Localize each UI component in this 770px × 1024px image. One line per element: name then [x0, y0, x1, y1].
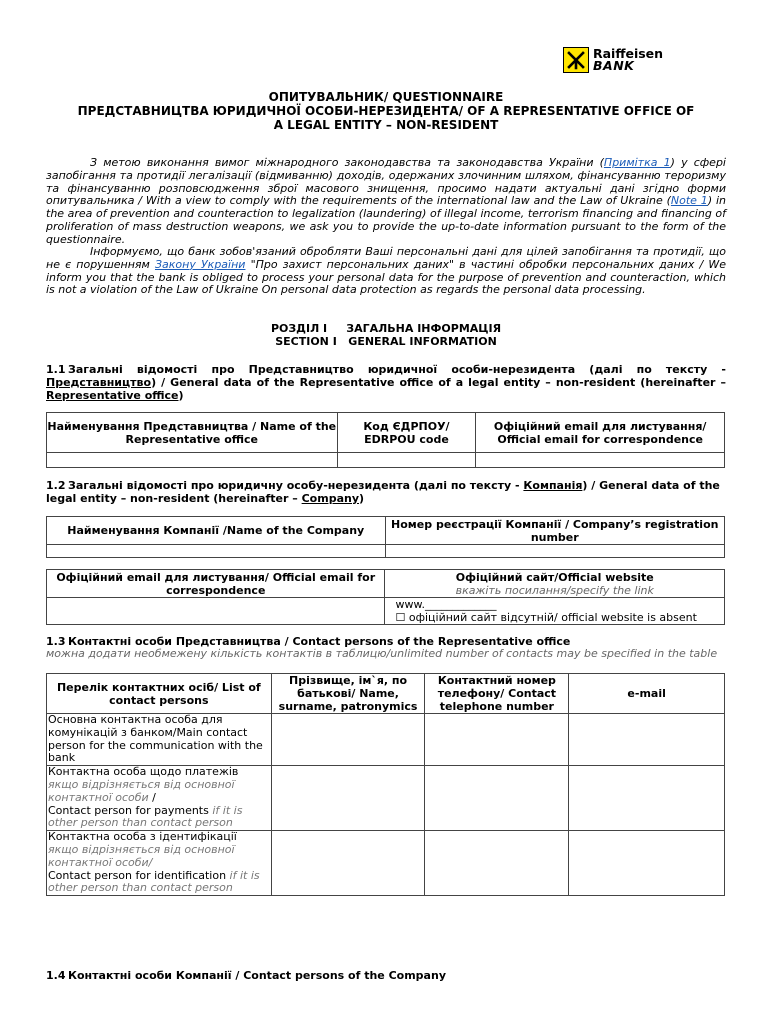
identification-contact-phone-cell[interactable] [425, 831, 569, 896]
section-1-heading-ua: РОЗДІЛ І ЗАГАЛЬНА ІНФОРМАЦІЯ [270, 322, 502, 335]
s12-heading [46, 479, 726, 505]
col-official-email: Офіційний email для листування/ Official email for correspondence [476, 413, 725, 453]
doc-title-line1: ОПИТУВАЛЬНИК/ QUESTIONNAIRE [268, 90, 504, 104]
website-absent-checkbox[interactable]: ☐ офіційний сайт відсутній/ official website is absent [395, 611, 697, 624]
company-table-1 [46, 516, 725, 558]
col-full-name: Прізвище, ім`я, по батькові/ Name, surname, patronymics [271, 674, 425, 714]
main-contact-name-cell[interactable] [271, 714, 425, 766]
s11-text-b: ) / General data of the Representative office of a legal entity – non-resident (hereinafter – [151, 376, 726, 389]
edrpou-cell[interactable] [337, 453, 476, 468]
representative-office-table [46, 412, 725, 468]
s13-number: 1.3 [46, 635, 66, 648]
identification-contact-ua: Контактна особа з ідентифікації [48, 830, 237, 844]
s12-text-c: ) [359, 492, 365, 505]
s12-term-en: Company [301, 492, 359, 505]
website-label: Офіційний сайт/Official website [455, 570, 654, 584]
row-identification-contact [47, 831, 272, 896]
note-1-link-ua[interactable]: Примітка 1 [603, 156, 671, 169]
section-1-heading-en: SECTION I GENERAL INFORMATION [275, 335, 497, 348]
col-telephone: Контактний номер телефону/ Contact telephone number [425, 674, 569, 714]
s11-heading [46, 363, 726, 402]
law-link[interactable]: Закону України [154, 257, 246, 271]
col-company-name: Найменування Компанії /Name of the Company [47, 517, 386, 545]
col-official-website [385, 570, 725, 598]
intro-p2-end: "Про захист персональних даних" в частині обробки персональних даних / We inform you that the bank is obliged to process your personal data for the purpose of prevention and counteraction, which is not a violation of the Law of Ukraine On personal data protection as regards the personal data processing. [46, 257, 726, 297]
s14-number: 1.4 [46, 969, 66, 982]
payments-contact-phone-cell[interactable] [425, 766, 569, 831]
s12-term-ua: Компанія [523, 479, 583, 492]
payments-contact-ua: Контактна особа щодо платежів [48, 765, 239, 779]
col-registration-number: Номер реєстрації Компанії / Company’s registration number [385, 517, 724, 545]
payments-contact-email-cell[interactable] [569, 766, 725, 831]
col-email: e-mail [569, 674, 725, 714]
logo-line1: Raiffeisen [593, 46, 664, 61]
payments-contact-name-cell[interactable] [271, 766, 425, 831]
raiffeisen-emblem-icon [563, 47, 589, 73]
s11-term-ua: Представництво [46, 376, 152, 389]
s12-text-b: ) / General data of the legal entity – non-resident (hereinafter – [46, 479, 720, 505]
intro-paragraph-2 [46, 246, 726, 297]
s11-text-a: Загальні відомості про Представництво юридичної особи-нерезидента (далі по тексту - [68, 363, 726, 376]
s13-note: можна додати необмежену кількість контактів в таблицю/unlimited number of contacts may be specified in the table [46, 647, 718, 660]
s14-text: Контактні особи Компанії / Contact persons of the Company [68, 969, 446, 982]
raiffeisen-logo [563, 45, 663, 75]
intro-p1-end: ) in the area of prevention and counteraction to legalization (laundering) of illegal income, terrorism financing and financing of proliferation of mass destruction weapons, we ask you to provide the up-to-date information pursuant to the form of the questionnaire. [46, 194, 726, 246]
s11-text-c: ) [178, 389, 184, 402]
col-edrpou: Код ЄДРПОУ/ EDRPOU code [337, 413, 476, 453]
doc-title-line3: A LEGAL ENTITY – NON-RESIDENT [273, 118, 499, 132]
identification-contact-en: Contact person for identification [48, 868, 227, 882]
col-office-name: Найменування Представництва / Name of the Representative office [47, 413, 338, 453]
registration-number-cell[interactable] [385, 545, 724, 558]
col-company-email: Офіційний email для листування/ Official email for correspondence [47, 570, 385, 598]
identification-contact-hint-ua: якщо відрізняється від основної контактної особи/ [48, 842, 235, 869]
company-email-cell[interactable] [47, 598, 385, 625]
s12-text-a: Загальні відомості про юридичну особу-нерезидента (далі по тексту - [68, 479, 524, 492]
payments-contact-hint-en: if it is other person than contact person [48, 803, 243, 830]
payments-contact-sep: / [148, 790, 156, 804]
intro-p1-mid: ) у сфері запобігання та протидії легалізації (відмиванню) доходів, одержаних злочинним шляхом, фінансуванню тероризму та фінансуванню розповсюдження зброї масового знищення, просимо надати актуальні дані згідно форми опитувальника / With a view to comply with the requirements of the international law and the Law of Ukraine ( [46, 156, 726, 208]
office-name-cell[interactable] [47, 453, 338, 468]
s11-number: 1.1 [46, 363, 66, 376]
intro-p2-start: Інформуємо, що банк зобов'язаний обробляти Ваші персональні дані для цілей запобігання та протидії, що не є порушенням [46, 245, 726, 271]
main-contact-email-cell[interactable] [569, 714, 725, 766]
website-cell[interactable] [385, 598, 725, 625]
s11-term-en: Representative office [46, 389, 179, 402]
col-contact-list: Перелік контактних осіб/ List of contact persons [47, 674, 272, 714]
doc-title-line2: ПРЕДСТАВНИЦТВА ЮРИДИЧНОЇ ОСОБИ-НЕРЕЗИДЕНТА/ OF A REPRESENTATIVE OFFICE OF [77, 104, 695, 118]
row-main-contact: Основна контактна особа для комунікацій з банком/Main contact person for the communication with the bank [47, 714, 272, 766]
contact-persons-table [46, 673, 725, 896]
identification-contact-name-cell[interactable] [271, 831, 425, 896]
main-contact-phone-cell[interactable] [425, 714, 569, 766]
row-payments-contact [47, 766, 272, 831]
website-input[interactable]: www._____________ [395, 598, 497, 611]
s14-heading [46, 969, 726, 982]
company-name-cell[interactable] [47, 545, 386, 558]
s12-number: 1.2 [46, 479, 66, 492]
website-hint: вкажіть посилання/specify the link [455, 583, 654, 597]
intro-paragraph-1 [46, 157, 726, 247]
s13-text: Контактні особи Представництва / Contact persons of the Representative office [68, 635, 571, 648]
company-table-2 [46, 569, 725, 625]
office-email-cell[interactable] [476, 453, 725, 468]
logo-line2: BANK [593, 58, 635, 73]
identification-contact-email-cell[interactable] [569, 831, 725, 896]
identification-contact-hint-en: if it is other person than contact person [48, 868, 260, 895]
payments-contact-hint-ua: якщо відрізняється від основної контактної особи [48, 777, 235, 804]
intro-p1-start: З метою виконання вимог міжнародного законодавства та законодавства України ( [90, 156, 604, 169]
payments-contact-en: Contact person for payments [48, 803, 209, 817]
note-1-link-en[interactable]: Note 1 [670, 194, 708, 208]
